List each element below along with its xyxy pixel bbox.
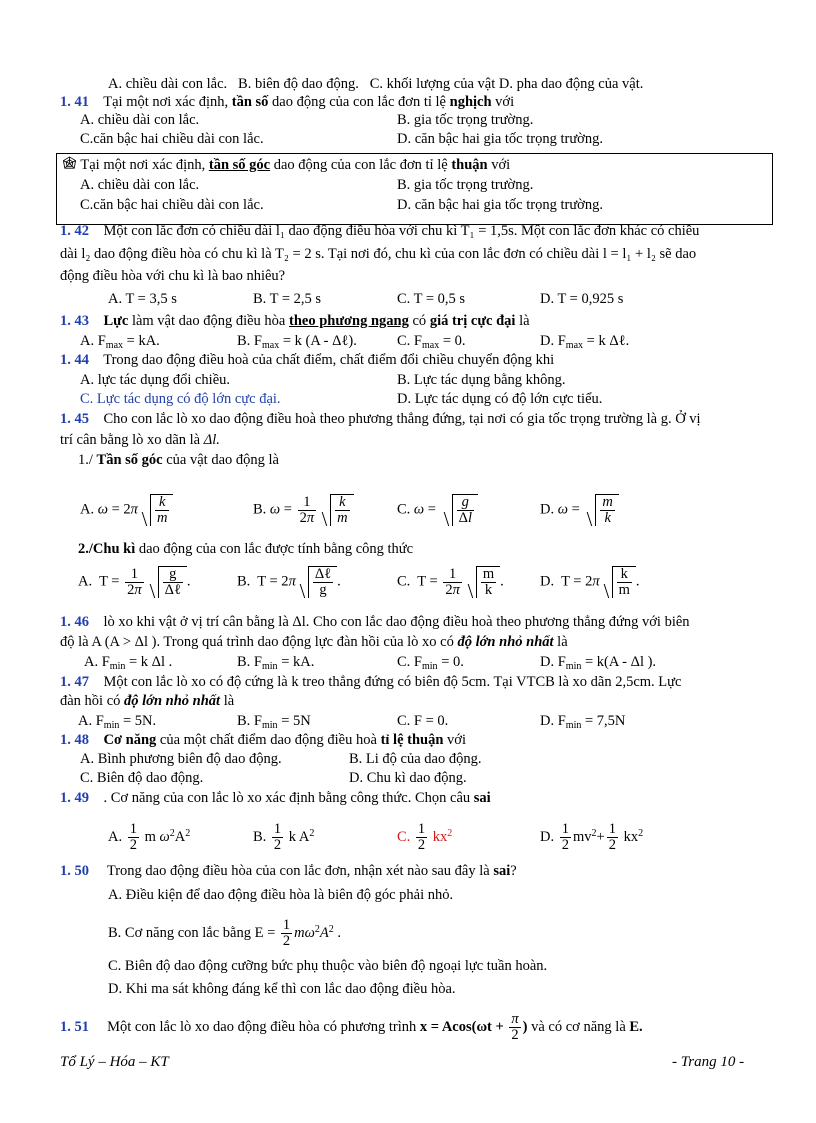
q44-option-a: A. lực tác dụng đổi chiều. — [80, 372, 230, 388]
q46-stem-line-1 — [60, 614, 690, 631]
q46-a-text: A. F — [84, 654, 110, 670]
q45-part-2 — [78, 541, 413, 558]
q45-text: Cho con lắc lò xo dao động điều hoà theo phương thẳng đứng, tại nơi có gia tốc trọng trường là g. Ở vị — [103, 411, 701, 427]
q42-option-c: C. T = 0,5 s — [397, 291, 466, 307]
q48-option-d: D. Chu kì dao động. — [349, 770, 467, 786]
q45-formula-b: B. ω = $\frac{1}{2\pi}$ $\frac{k}{m}$ — [253, 494, 354, 526]
q46-option-d — [540, 654, 656, 671]
q50-keyword: sai — [493, 863, 511, 879]
q45-formula-a: A. ω = 2π $\frac{k}{m}$ — [80, 494, 173, 526]
q46-stem-line-2 — [60, 634, 568, 651]
q46-option-b — [237, 654, 314, 671]
q42-stem-line-3: động điều hòa với chu kì là bao nhiêu? — [60, 268, 286, 284]
q42-number: 1. 42 — [60, 223, 89, 239]
q41-stem — [60, 94, 514, 111]
q43-c-sub: max — [422, 340, 440, 351]
q44-option-c: C. Lực tác dụng có độ lớn cực đại. — [80, 391, 281, 407]
q46-a-rest: = k Δl . — [125, 654, 173, 670]
q48-text-2: với — [447, 732, 466, 748]
q45-formula-d: D. ω = $\frac{m}{k}$ — [540, 494, 619, 526]
q45-text-2: trí cân bằng lò xo dãn là — [60, 432, 201, 448]
q47-a-rest: = 5N. — [119, 713, 157, 729]
q46-text-2: độ là A (A > Δl ). Trong quá trình dao động lực đàn hồi của lò xo có — [60, 634, 454, 650]
q40-options — [108, 76, 643, 93]
q45-part-1 — [78, 452, 279, 469]
q47-d-text: D. F — [540, 713, 566, 729]
q44-option-d: D. Lực tác dụng có độ lớn cực tiểu. — [397, 391, 603, 407]
boxed-keyword-2: thuận — [451, 157, 488, 173]
q46-b-sub: min — [262, 661, 278, 672]
q43-option-c — [397, 333, 466, 350]
q51-text-2: và có cơ năng là — [531, 1018, 626, 1035]
page-number: - Trang 10 - — [672, 1054, 745, 1070]
q43-b-rest: = k (A - Δℓ). — [279, 333, 357, 349]
q45-part-1-text: của vật dao động là — [166, 452, 279, 468]
q43-text: làm vật dao động điều hòa — [131, 313, 286, 329]
q47-text-2: đàn hồi có — [60, 693, 121, 709]
q45-period-c: C. T = $\frac{1}{2\pi}$ $\frac{m}{k}$ . — [397, 565, 504, 598]
q42-text: Một con lắc đơn có chiều dài l₁ dao động điều hòa với chu kì T₁ = 1,5s. Một con lắc đơn khác có chiều — [103, 223, 700, 239]
q51-keyword: E. — [629, 1018, 643, 1035]
q46-d-text: D. F — [540, 654, 566, 670]
q41-text-2: dao động của con lắc đơn tỉ lệ — [272, 94, 446, 110]
q45-part-1-keyword: Tần số góc — [96, 452, 163, 468]
q50-stem — [60, 863, 517, 880]
q47-option-d — [540, 713, 625, 730]
q43-keyword-2: theo phương ngang — [288, 313, 409, 329]
q51-equation: x = Acos(ωt + — [419, 1018, 504, 1035]
boxed-text-2: dao động của con lắc đơn tỉ lệ — [273, 157, 448, 173]
q45-delta-l: Δl. — [203, 432, 220, 448]
q48-text: của một chất điểm dao động điều hoà — [159, 732, 377, 748]
q43-b-text: B. F — [237, 333, 262, 349]
boxed-text-3: với — [491, 157, 511, 173]
boxed-option-c: C.căn bậc hai chiều dài con lắc. — [80, 197, 264, 213]
boxed-option-b: B. gia tốc trọng trường. — [397, 177, 534, 193]
q47-d-sub: min — [565, 720, 582, 731]
q50-b-text: B. Cơ năng con lắc bằng E = — [108, 924, 276, 941]
q43-text-3: là — [519, 313, 530, 329]
q47-text-3: là — [223, 693, 235, 709]
q41-option-b: B. gia tốc trọng trường. — [397, 112, 534, 128]
q44-text: Trong dao động điều hoà của chất điểm, chất điểm đổi chiều chuyển động khi — [103, 352, 555, 368]
q43-number: 1. 43 — [60, 313, 89, 329]
q51-text: Một con lắc lò xo dao động điều hòa có phương trình — [107, 1018, 417, 1035]
q47-stem-line-1 — [60, 674, 681, 691]
q43-keyword-3: giá trị cực đại — [429, 313, 516, 329]
q41-text-3: với — [495, 94, 515, 110]
q51-equation-close: ) — [522, 1018, 528, 1035]
q49-text: . Cơ năng của con lắc lò xo xác định bằng công thức. Chọn câu — [103, 790, 471, 806]
q47-number: 1. 47 — [60, 674, 89, 690]
q46-c-text: C. F — [397, 654, 422, 670]
q48-stem — [60, 732, 466, 749]
q49-number: 1. 49 — [60, 790, 89, 806]
q43-keyword: Lực — [103, 313, 129, 329]
q43-option-b — [237, 333, 357, 350]
q47-text: Một con lắc lò xo có độ cứng là k treo thẳng đứng có biên độ 5cm. Tại VTCB là xo dãn 2,5cm. Lực — [103, 674, 682, 690]
q43-d-text: D. F — [540, 333, 566, 349]
q46-c-sub: min — [422, 661, 438, 672]
q43-option-d — [540, 333, 629, 350]
q46-a-sub: min — [109, 661, 126, 672]
q41-option-a: A. chiều dài con lắc. — [80, 112, 200, 128]
q50-option-a: A. Điều kiện để dao động điều hòa là biên độ góc phải nhỏ. — [108, 887, 454, 903]
q47-keyword: độ lớn nhỏ nhất — [124, 693, 221, 709]
q46-text-3: là — [557, 634, 568, 650]
q50-option-d: D. Khi ma sát không đáng kể thì con lắc dao động điều hòa. — [108, 981, 456, 997]
q49-option-c: C. $\frac{1}{2}$ $kx^2$ — [397, 821, 453, 853]
q50-text: Trong dao động điều hòa của con lắc đơn, nhận xét nào sau đây là — [106, 863, 490, 879]
q46-d-sub: min — [565, 661, 582, 672]
q46-text: lò xo khi vật ở vị trí cân bằng là Δl. Cho con lắc dao động điều hoà theo phương thẳng đứng với biên — [103, 614, 690, 630]
q40-option-b: B. biên độ dao động. — [238, 76, 359, 92]
q43-a-text: A. F — [80, 333, 106, 349]
q46-number: 1. 46 — [60, 614, 89, 630]
q50-option-b: B. Cơ năng con lắc bằng E = $\frac{1}{2}$ $m\omega^2A^2$ . — [108, 917, 341, 949]
q44-number: 1. 44 — [60, 352, 89, 368]
q47-a-text: A. F — [78, 713, 104, 729]
q46-c-rest: = 0. — [437, 654, 464, 670]
q41-keyword-2: nghịch — [449, 94, 492, 110]
q45-formula-c: C. ω = $\frac{g}{\Delta l}$ — [397, 494, 478, 526]
q45-stem-line-2 — [60, 432, 220, 449]
q49-keyword: sai — [473, 790, 491, 806]
q41-keyword: tần số — [231, 94, 269, 110]
q46-d-rest: = k(A - Δl ). — [581, 654, 657, 670]
q45-period-b: B. T = 2π $\frac{\text{Δℓ}}{g}$ . — [237, 566, 341, 598]
q43-text-2: có — [412, 313, 427, 329]
q47-a-sub: min — [103, 720, 120, 731]
q41-text: Tại một nơi xác định, — [103, 94, 229, 110]
q41-option-d: D. căn bậc hai gia tốc trọng trường. — [397, 131, 603, 147]
q49-option-a: A. $\frac{1}{2}$ m $\omega^2A^2$ — [108, 821, 191, 853]
q47-option-b — [237, 713, 311, 730]
q51-stem: 1. 51 Một con lắc lò xo dao động điều hòa có phương trình x = Acos(ωt + $\frac{\pi}{2}$ ) và có cơ năng là E. — [60, 1011, 643, 1043]
q48-option-b: B. Li độ của dao động. — [349, 751, 482, 767]
q40-option-a: A. chiều dài con lắc. — [108, 76, 228, 92]
spiderweb-icon — [62, 156, 77, 171]
q42-option-b: B. T = 2,5 s — [253, 291, 322, 307]
q43-b-sub: max — [262, 340, 280, 351]
q50-text-2: ? — [510, 863, 517, 879]
q46-keyword: độ lớn nhỏ nhất — [457, 634, 554, 650]
q40-option-c: C. khối lượng của vật — [369, 76, 496, 92]
q47-b-text: B. F — [237, 713, 262, 729]
q43-c-text: C. F — [397, 333, 422, 349]
q48-option-c: C. Biên độ dao động. — [80, 770, 204, 786]
q46-option-a — [84, 654, 172, 671]
boxed-option-a: A. chiều dài con lắc. — [80, 177, 200, 193]
q46-b-text: B. F — [237, 654, 262, 670]
q46-b-rest: = kA. — [277, 654, 315, 670]
q41-number: 1. 41 — [60, 94, 89, 110]
q45-part-2-keyword: 2./Chu kì — [78, 541, 136, 557]
q49-stem — [60, 790, 491, 807]
q43-option-a — [80, 333, 160, 350]
q45-stem-line-1 — [60, 411, 701, 428]
q47-option-a — [78, 713, 156, 730]
q43-c-rest: = 0. — [439, 333, 466, 349]
q42-option-a: A. T = 3,5 s — [108, 291, 177, 307]
q42-stem-line-1 — [60, 223, 699, 240]
q45-part-1-label: 1./ — [78, 452, 93, 468]
q50-option-c: C. Biên độ dao động cưỡng bức phụ thuộc vào biên độ ngoại lực tuần hoàn. — [108, 958, 548, 974]
q40-option-d: D. pha dao động của vật. — [498, 76, 644, 92]
q45-number: 1. 45 — [60, 411, 89, 427]
q47-d-rest: = 7,5N — [581, 713, 626, 729]
q47-option-c: C. F = 0. — [397, 713, 449, 729]
q51-number: 1. 51 — [60, 1018, 89, 1035]
boxed-keyword: tần số góc — [208, 157, 271, 173]
boxed-stem — [62, 156, 510, 174]
q43-stem — [60, 313, 530, 330]
q47-b-rest: = 5N — [277, 713, 311, 729]
boxed-option-d: D. căn bậc hai gia tốc trọng trường. — [397, 197, 603, 213]
q45-part-2-text: dao động của con lắc được tính bằng công thức — [138, 541, 414, 557]
q43-a-sub: max — [105, 340, 124, 351]
q47-b-sub: min — [262, 720, 278, 731]
q41-option-c: C.căn bậc hai chiều dài con lắc. — [80, 131, 264, 147]
q42-stem-line-2: dài l₂ dao động điều hòa có chu kì là T₂ = 2 s. Tại nơi đó, chu kì của con lắc đơn có chiều dài l = l₁ + l₂ sẽ dao — [60, 246, 697, 262]
q48-keyword-2: tỉ lệ thuận — [380, 732, 444, 748]
q49-option-d: D. $\frac{1}{2}$ $mv^2+$ $\frac{1}{2}$ $kx^2$ — [540, 821, 644, 853]
q50-number: 1. 50 — [60, 863, 89, 879]
q43-d-rest: = k Δℓ. — [583, 333, 630, 349]
q45-period-a: A. T = $\frac{1}{2\pi}$ $\frac{g}{\text{Δℓ}}$ . — [78, 565, 191, 598]
q44-option-b: B. Lực tác dụng bằng không. — [397, 372, 566, 388]
q48-number: 1. 48 — [60, 732, 89, 748]
q48-option-a: A. Bình phương biên độ dao động. — [80, 751, 282, 767]
footer-left: Tổ Lý – Hóa – KT — [60, 1054, 169, 1070]
q43-d-sub: max — [565, 340, 584, 351]
q43-a-rest: = kA. — [123, 333, 160, 349]
q45-period-d: D. T = 2π $\frac{k}{m}$ . — [540, 566, 640, 598]
q44-stem — [60, 352, 554, 369]
q46-option-c — [397, 654, 464, 671]
q47-stem-line-2 — [60, 693, 234, 710]
q42-option-d: D. T = 0,925 s — [540, 291, 624, 307]
boxed-text: Tại một nơi xác định, — [80, 157, 206, 173]
q48-keyword: Cơ năng — [103, 732, 157, 748]
q49-option-b: B. $\frac{1}{2}$ k $A^2$ — [253, 821, 315, 853]
